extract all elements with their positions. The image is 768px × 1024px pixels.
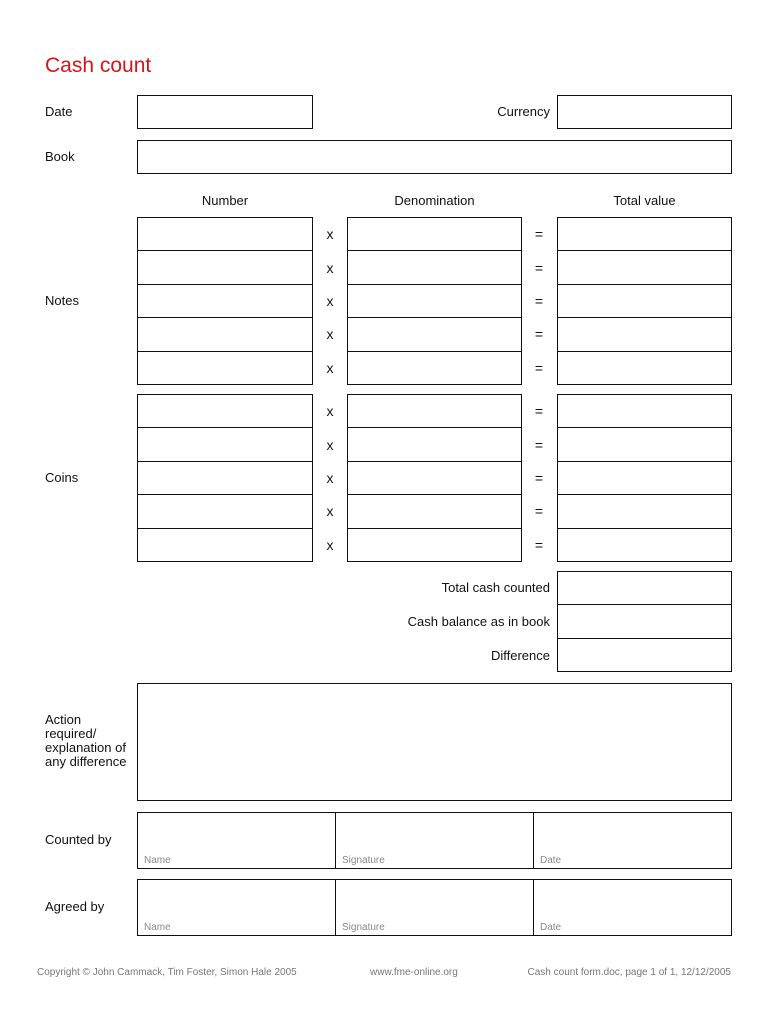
notes-total-cell[interactable]: [558, 318, 731, 351]
total-cash-counted-field[interactable]: [558, 572, 731, 605]
notes-total-cell[interactable]: [558, 285, 731, 318]
total-value-column-header: Total value: [613, 193, 676, 208]
book-field[interactable]: [137, 140, 732, 174]
equals-symbol: =: [534, 293, 544, 309]
notes-total-cell[interactable]: [558, 218, 731, 251]
signature-caption: Signature: [342, 855, 385, 866]
equals-symbol: =: [534, 226, 544, 242]
page-title: Cash count: [45, 54, 152, 77]
agreed-by-name-field[interactable]: [138, 880, 336, 935]
difference-field[interactable]: [558, 639, 731, 672]
coins-number-cell[interactable]: [138, 395, 312, 428]
agreed-by-signature-field[interactable]: [336, 880, 534, 935]
times-symbol: x: [326, 293, 334, 309]
notes-label: Notes: [45, 293, 79, 308]
cash-balance-field[interactable]: [558, 605, 731, 638]
date-label: Date: [45, 104, 73, 119]
coins-denomination-cell[interactable]: [348, 462, 521, 495]
name-caption: Name: [144, 922, 171, 933]
notes-denomination-cell[interactable]: [348, 352, 521, 385]
notes-number-cell[interactable]: [138, 251, 312, 284]
total-cash-counted-label: Total cash counted: [441, 580, 550, 595]
signature-caption: Signature: [342, 922, 385, 933]
equals-symbol: =: [534, 537, 544, 553]
coins-label: Coins: [45, 470, 79, 485]
footer-website: www.fme-online.org: [370, 967, 458, 978]
notes-denomination-cell[interactable]: [348, 251, 521, 284]
number-column-header: Number: [201, 193, 249, 208]
counted-by-date-field[interactable]: [534, 813, 731, 868]
coins-number-cell[interactable]: [138, 529, 312, 562]
coins-denomination-cell[interactable]: [348, 529, 521, 562]
notes-total-cell[interactable]: [558, 352, 731, 385]
totals-column[interactable]: [557, 571, 732, 672]
counted-by-label: Counted by: [45, 832, 112, 847]
notes-denomination-cell[interactable]: [348, 285, 521, 318]
footer-docinfo: Cash count form.doc, page 1 of 1, 12/12/2005: [527, 967, 731, 978]
times-symbol: x: [326, 260, 334, 276]
counted-by-name-field[interactable]: [138, 813, 336, 868]
equals-symbol: =: [534, 360, 544, 376]
times-symbol: x: [326, 537, 334, 553]
notes-total-cell[interactable]: [558, 251, 731, 284]
equals-symbol: =: [534, 503, 544, 519]
currency-label: Currency: [497, 104, 550, 119]
date-field[interactable]: [137, 95, 313, 129]
notes-number-cell[interactable]: [138, 352, 312, 385]
times-symbol: x: [326, 226, 334, 242]
coins-number-cell[interactable]: [138, 495, 312, 528]
coins-total-cell[interactable]: [558, 462, 731, 495]
coins-total-cell[interactable]: [558, 529, 731, 562]
agreed-by-date-field[interactable]: [534, 880, 731, 935]
coins-number-cell[interactable]: [138, 462, 312, 495]
equals-symbol: =: [534, 470, 544, 486]
coins-number-column[interactable]: [137, 394, 313, 562]
coins-denomination-cell[interactable]: [348, 495, 521, 528]
notes-number-column[interactable]: [137, 217, 313, 385]
footer-copyright: Copyright © John Cammack, Tim Foster, Simon Hale 2005: [37, 967, 297, 978]
date-caption: Date: [540, 855, 562, 866]
coins-total-cell[interactable]: [558, 395, 731, 428]
times-symbol: x: [326, 326, 334, 342]
counted-by-signature-field[interactable]: [336, 813, 534, 868]
agreed-by-row: [137, 879, 732, 936]
notes-number-cell[interactable]: [138, 318, 312, 351]
date-caption: Date: [540, 922, 562, 933]
equals-symbol: =: [534, 437, 544, 453]
name-caption: Name: [144, 855, 171, 866]
coins-total-column[interactable]: [557, 394, 732, 562]
cash-balance-label: Cash balance as in book: [407, 614, 550, 629]
denomination-column-header: Denomination: [394, 193, 475, 208]
coins-number-cell[interactable]: [138, 428, 312, 461]
action-field[interactable]: [137, 683, 732, 801]
notes-number-cell[interactable]: [138, 285, 312, 318]
times-symbol: x: [326, 503, 334, 519]
times-symbol: x: [326, 470, 334, 486]
equals-symbol: =: [534, 326, 544, 342]
coins-denomination-cell[interactable]: [348, 395, 521, 428]
book-label: Book: [45, 149, 75, 164]
difference-label: Difference: [490, 648, 550, 663]
notes-total-column[interactable]: [557, 217, 732, 385]
times-symbol: x: [326, 437, 334, 453]
notes-denomination-cell[interactable]: [348, 318, 521, 351]
counted-by-row: [137, 812, 732, 869]
times-symbol: x: [326, 403, 334, 419]
coins-denomination-column[interactable]: [347, 394, 522, 562]
currency-field[interactable]: [557, 95, 732, 129]
action-label: Action required/ explanation of any difference: [45, 712, 127, 769]
agreed-by-label: Agreed by: [45, 899, 105, 914]
coins-denomination-cell[interactable]: [348, 428, 521, 461]
equals-symbol: =: [534, 260, 544, 276]
times-symbol: x: [326, 360, 334, 376]
notes-number-cell[interactable]: [138, 218, 312, 251]
notes-denomination-cell[interactable]: [348, 218, 521, 251]
coins-total-cell[interactable]: [558, 495, 731, 528]
equals-symbol: =: [534, 403, 544, 419]
notes-denomination-column[interactable]: [347, 217, 522, 385]
coins-total-cell[interactable]: [558, 428, 731, 461]
